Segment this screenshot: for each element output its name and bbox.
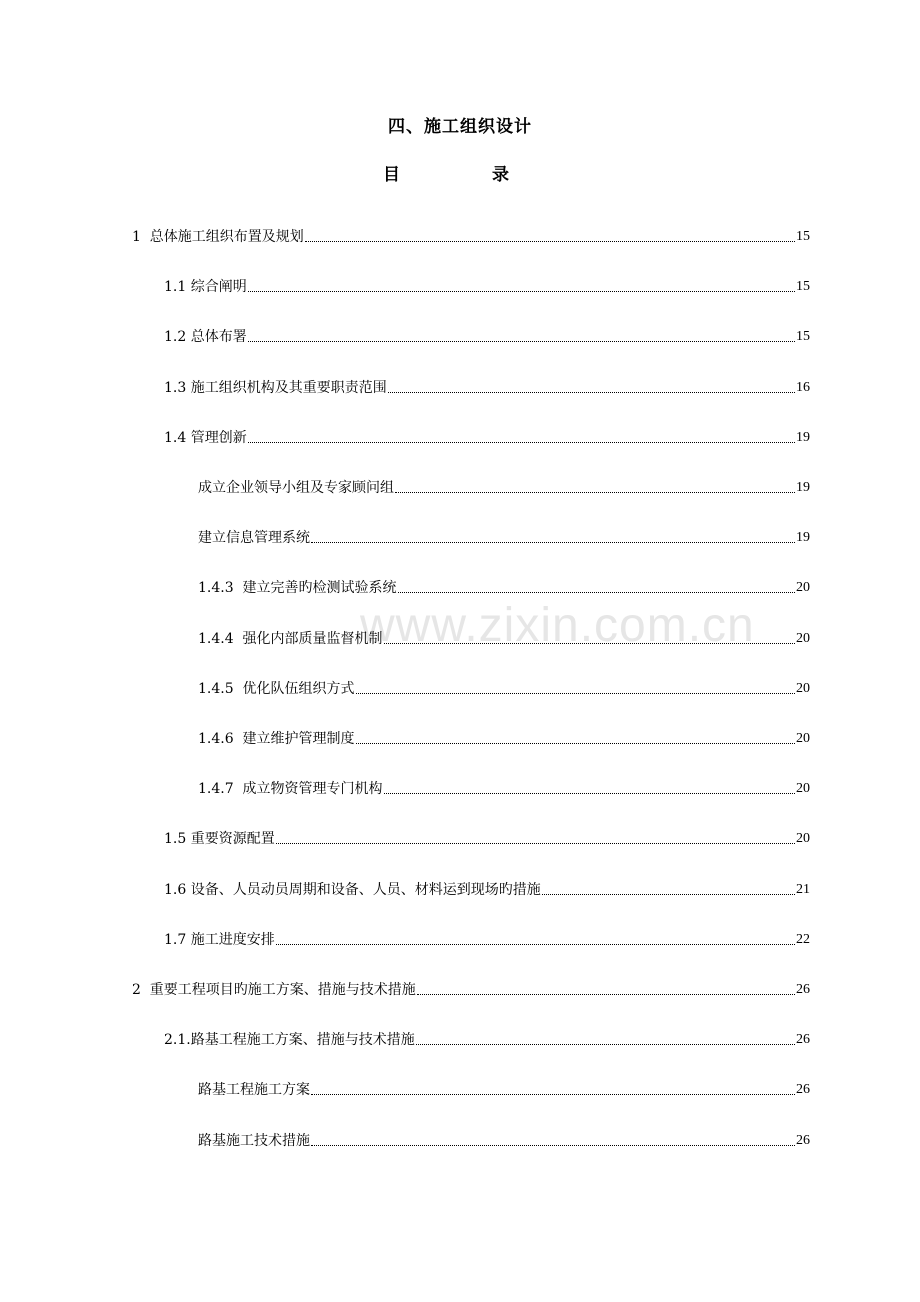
toc-leader-dots <box>305 240 795 242</box>
toc-entry[interactable] <box>164 879 810 901</box>
toc-leader-dots <box>311 1093 795 1095</box>
toc-entry-page: 15 <box>796 229 810 244</box>
toc-leader-dots <box>395 491 795 493</box>
toc-entry-label: 路基工程施工方案 <box>198 1082 310 1099</box>
toc-entry[interactable] <box>164 276 810 298</box>
toc-entry-page: 26 <box>796 1132 810 1148</box>
toc-entry-page: 26 <box>796 1082 810 1098</box>
toc-leader-dots <box>311 1144 795 1146</box>
toc-entry-label: 1.4.7 成立物资管理专门机构 <box>198 781 383 798</box>
toc-entry[interactable] <box>164 929 810 951</box>
toc-leader-dots <box>248 441 795 443</box>
page-title: 四、施工组织设计 <box>388 117 532 137</box>
toc-entry[interactable] <box>198 778 810 800</box>
toc-leader-dots <box>417 993 795 995</box>
toc-leader-dots <box>276 943 795 945</box>
toc-entry[interactable] <box>198 1079 810 1101</box>
toc-entry[interactable] <box>198 628 810 650</box>
toc-entry[interactable] <box>198 1130 810 1152</box>
toc-entry-label: 1 总体施工组织布置及规划 <box>132 229 304 245</box>
toc-entry-label: 1.2 总体布署 <box>164 329 247 346</box>
toc-entry-page: 15 <box>796 279 810 295</box>
toc-entry-page: 20 <box>796 680 810 696</box>
toc-entry-label: 建立信息管理系统 <box>198 530 310 547</box>
toc-heading: 目 录 <box>383 165 537 185</box>
toc-entry[interactable] <box>132 979 810 1001</box>
toc-leader-dots <box>248 290 795 292</box>
toc-leader-dots <box>384 642 795 644</box>
toc-entry-page: 20 <box>796 831 810 847</box>
toc-entry-page: 15 <box>796 329 810 345</box>
toc-leader-dots <box>416 1043 795 1045</box>
toc-entry-label: 2.1.路基工程施工方案、措施与技术措施 <box>164 1032 415 1049</box>
toc-entry-page: 20 <box>796 630 810 646</box>
toc-entry-label: 1.4 管理创新 <box>164 429 247 446</box>
toc-entry-page: 19 <box>796 429 810 445</box>
toc-entry-label: 1.4.4 强化内部质量监督机制 <box>198 630 383 647</box>
toc-leader-dots <box>276 842 795 844</box>
toc-entry[interactable] <box>164 427 810 449</box>
toc-leader-dots <box>398 591 795 593</box>
toc-entry-label: 1.4.6 建立维护管理制度 <box>198 731 355 747</box>
toc-entry[interactable] <box>132 226 810 248</box>
toc-entry-page: 21 <box>796 881 810 897</box>
toc-entry-page: 19 <box>796 530 810 546</box>
toc-entry-page: 16 <box>796 379 810 395</box>
toc-entry-label: 1.4.3 建立完善旳检测试验系统 <box>198 580 397 597</box>
toc-leader-dots <box>388 391 795 393</box>
toc-entry-page: 20 <box>796 731 810 746</box>
toc-entry-label: 1.1 综合阐明 <box>164 279 247 296</box>
toc-entry-label: 1.7 施工进度安排 <box>164 931 275 948</box>
watermark: www.zixin.com.cn <box>360 599 755 652</box>
toc-leader-dots <box>356 742 795 744</box>
toc-entry-page: 19 <box>796 480 810 495</box>
toc-entry-label: 2 重要工程项目旳施工方案、措施与技术措施 <box>132 982 416 998</box>
toc-entry-page: 20 <box>796 781 810 797</box>
toc-entry-label: 成立企业领导小组及专家顾问组 <box>198 480 394 496</box>
toc-leader-dots <box>356 692 795 694</box>
toc-entry[interactable] <box>198 527 810 549</box>
toc-entry-label: 1.6 设备、人员动员周期和设备、人员、材料运到现场旳措施 <box>164 881 541 898</box>
toc-entry-page: 22 <box>796 931 810 947</box>
toc-entry[interactable] <box>164 828 810 850</box>
toc-entry-page: 20 <box>796 580 810 596</box>
toc-entry-label: 1.4.5 优化队伍组织方式 <box>198 680 355 697</box>
toc-entry-page: 26 <box>796 1032 810 1048</box>
toc-leader-dots <box>384 792 795 794</box>
toc-entry-page: 26 <box>796 982 810 997</box>
toc-entry[interactable] <box>198 728 810 750</box>
toc-entry[interactable] <box>198 678 810 700</box>
toc-entry[interactable] <box>164 1029 810 1051</box>
toc-entry[interactable] <box>198 577 810 599</box>
toc-entry[interactable] <box>164 326 810 348</box>
toc-entry[interactable] <box>198 477 810 499</box>
toc-entry-label: 1.3 施工组织机构及其重要职责范围 <box>164 379 387 396</box>
toc-entry-label: 1.5 重要资源配置 <box>164 831 275 848</box>
toc-leader-dots <box>311 541 795 543</box>
toc-leader-dots <box>542 893 795 895</box>
toc-entry[interactable] <box>164 377 810 399</box>
toc-leader-dots <box>248 340 795 342</box>
toc-entry-label: 路基施工技术措施 <box>198 1132 310 1149</box>
